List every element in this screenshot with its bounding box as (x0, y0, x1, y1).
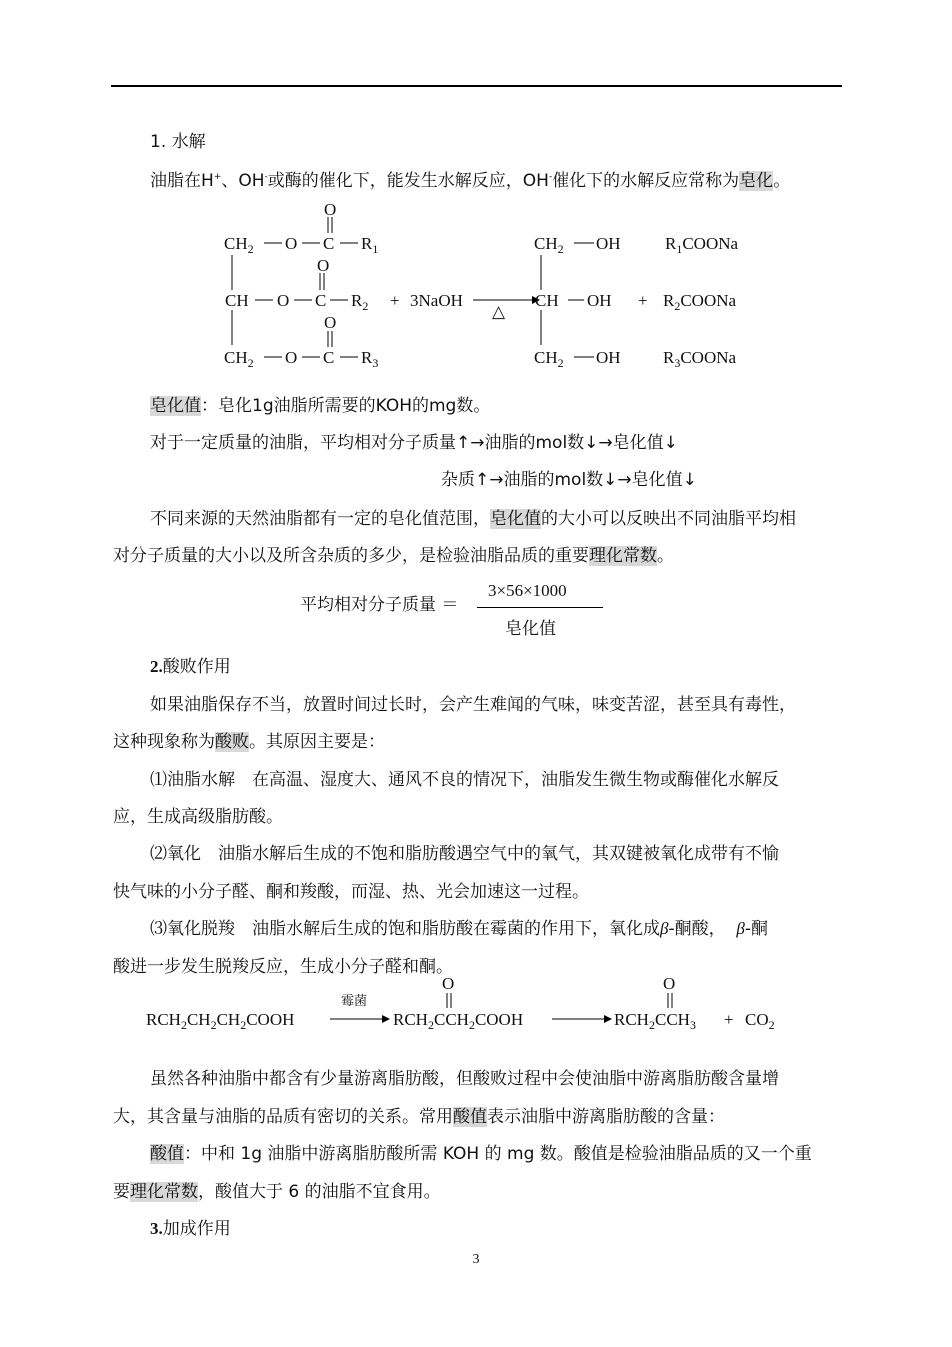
rancidity-item-2: ⑵氧化 油脂水解后生成的不饱和脂肪酸遇空气中的氧气，其双键被氧化成带有不愉 (150, 844, 779, 864)
co2-product: $CO_2$ (745, 1010, 775, 1032)
section-heading-rancidity: 2.酸败作用 (150, 657, 231, 677)
rancidity-item-3: ⑶氧化脱羧 油脂水解后生成的饱和脂肪酸在霉菌的作用下，氧化成β-酮酸， β-酮 (150, 919, 769, 939)
glycerol-ch2-top: $CH_2$ (534, 234, 564, 256)
ketone-product: $RCH_2CCH_3$ (614, 1010, 696, 1032)
rancidity-para-1: 如果油脂保存不当，放置时间过长时，会产生难闻的气味，味变苦涩，甚至具有毒性， (150, 695, 796, 715)
carbonyl-oxygen-1: O (324, 200, 337, 219)
reactant-ch2-bottom: $CH_2$ (224, 348, 254, 370)
heat-symbol: △ (492, 302, 506, 321)
section-heading-addition: 3.加成作用 (150, 1219, 231, 1239)
reactant-ch-middle: CH (225, 291, 249, 310)
acid-para-1: 虽然各种油脂中都含有少量游离脂肪酸，但酸败过程中会使油脂中游离脂肪酸含量增 (150, 1069, 779, 1089)
plus-sign-2: + (638, 291, 648, 310)
soap-r2coona: $R_2COONa$ (663, 291, 737, 313)
r2-group: $R_2$ (351, 291, 369, 313)
acid-value-definition: 酸值：中和 1g 油脂中游离脂肪酸所需 KOH 的 mg 数。酸值是检验油脂品质的又一个重 (150, 1144, 812, 1164)
ester-oxygen-2: O (277, 291, 290, 310)
soap-r3coona: $R_3COONa$ (663, 348, 737, 370)
carbonyl-carbon-3: C (323, 348, 335, 367)
rancidity-para-2: 这种现象称为酸败。其原因主要是： (113, 732, 385, 752)
hydrolysis-intro: 油脂在H+、OH-或酶的催化下，能发生水解反应，OH-催化下的水解反应常称为皂化。 (150, 171, 791, 191)
ester-oxygen-3: O (285, 348, 298, 367)
formula-left: 平均相对分子质量 ＝ (300, 595, 459, 615)
r3-group: $R_3$ (361, 348, 379, 370)
catalyst-label: 霉菌 (341, 994, 368, 1009)
reactant-ch2-top: $CH_2$ (224, 234, 254, 256)
saponification-relation-2: 杂质↑→油脂的mol数↓→皂化值↓ (441, 470, 697, 490)
saponification-para-2: 对分子质量的大小以及所含杂质的多少，是检验油脂品质的重要理化常数。 (113, 546, 674, 566)
glycerol-oh-1: OH (596, 234, 621, 253)
section-heading-hydrolysis: 1. 水解 (150, 132, 206, 152)
carbonyl-carbon-1: C (323, 234, 335, 253)
glycerol-oh-2: OH (587, 291, 612, 310)
keto-acid-intermediate: $RCH_2CCH_2COOH$ (393, 1010, 524, 1032)
saponification-definition: 皂化值：皂化1g油脂所需要的KOH的mg数。 (150, 396, 491, 416)
ester-oxygen-1: O (285, 234, 298, 253)
plus-sign-1: + (390, 291, 400, 310)
glycerol-oh-3: OH (596, 348, 621, 367)
rancidity-item-1-cont: 应，生成高级脂肪酸。 (113, 807, 283, 827)
acid-para-2: 大，其含量与油脂的品质有密切的关系。常用酸值表示油脂中游离脂肪酸的含量： (113, 1107, 725, 1127)
soap-r1coona: $R_1COONa$ (665, 234, 739, 256)
rancidity-item-1: ⑴油脂水解 在高温、湿度大、通风不良的情况下，油脂发生微生物或酶催化水解反 (150, 770, 779, 790)
ketone-oxygen-2: O (663, 974, 676, 993)
carbonyl-oxygen-3: O (324, 313, 337, 332)
carbonyl-carbon-2: C (315, 291, 327, 310)
saponification-para-1: 不同来源的天然油脂都有一定的皂化值范围，皂化值的大小可以反映出不同油脂平均相 (150, 509, 796, 529)
formula-numerator: 3×56×1000 (488, 581, 567, 600)
glycerol-ch: CH (535, 291, 559, 310)
fatty-acid-reactant: $RCH_2CH_2CH_2COOH$ (146, 1010, 295, 1032)
carbonyl-oxygen-2: O (317, 256, 330, 275)
plus-sign-3: + (724, 1010, 734, 1029)
naoh-reagent: 3NaOH (410, 291, 463, 310)
page-number: 3 (472, 1252, 480, 1267)
formula-denominator: 皂化值 (505, 619, 556, 639)
ketone-oxygen-1: O (442, 974, 455, 993)
rancidity-item-2-cont: 快气味的小分子醛、酮和羧酸，而湿、热、光会加速这一过程。 (113, 882, 589, 902)
rancidity-item-3-cont: 酸进一步发生脱羧反应，生成小分子醛和酮。 (113, 957, 453, 977)
glycerol-ch2-bottom: $CH_2$ (534, 348, 564, 370)
r1-group: $R_1$ (361, 234, 379, 256)
acid-value-definition-cont: 要理化常数，酸值大于 6 的油脂不宜食用。 (113, 1182, 441, 1202)
saponification-relation-1: 对于一定质量的油脂，平均相对分子质量↑→油脂的mol数↓→皂化值↓ (150, 433, 678, 453)
